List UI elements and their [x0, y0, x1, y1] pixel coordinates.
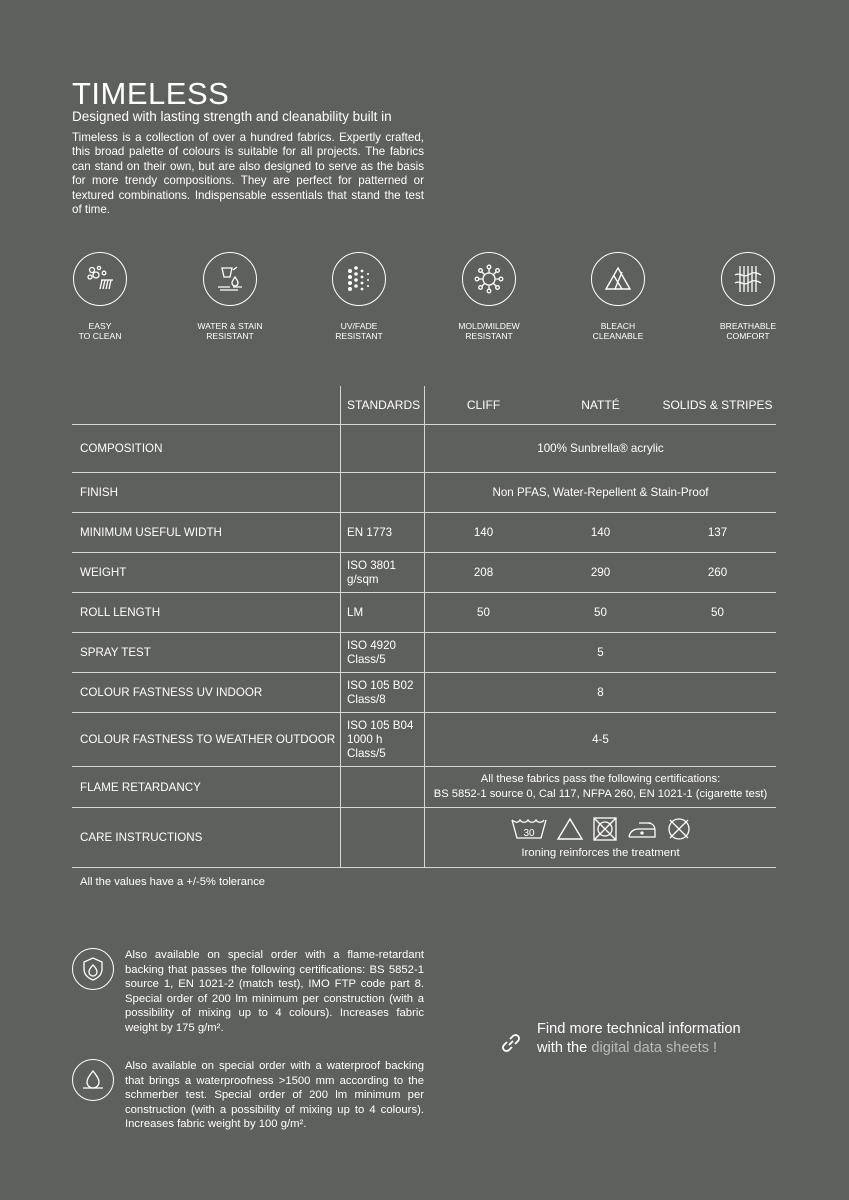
- header-solids-stripes: SOLIDS & STRIPES: [662, 398, 773, 412]
- feature-breathable: [696, 252, 800, 342]
- features-row: [48, 252, 798, 352]
- table-row-care: [72, 808, 776, 868]
- row-label: COMPOSITION: [80, 442, 163, 455]
- row-standard: ISO 105 B02 Class/8: [347, 678, 414, 706]
- row-standard: ISO 3801 g/sqm: [347, 558, 396, 586]
- link-line-1: Find more technical information: [537, 1021, 741, 1037]
- row-value: [425, 767, 776, 807]
- feature-label: BLEACH CLEANABLE: [592, 321, 644, 342]
- header-natte: NATTÉ: [581, 398, 620, 412]
- page-title: TIMELESS: [72, 76, 230, 111]
- row-label: MINIMUM USEFUL WIDTH: [80, 526, 222, 539]
- flame-cert-line-2: BS 5852-1 source 0, Cal 117, NFPA 260, EN 1021-1 (cigarette test): [433, 788, 768, 800]
- feature-uv-fade: [307, 252, 411, 342]
- row-label: FINISH: [80, 486, 119, 499]
- digital-data-sheets-link[interactable]: digital data sheets !: [591, 1040, 718, 1056]
- feature-label: MOLD/MILDEW RESISTANT: [458, 321, 520, 342]
- link-prefix: with the: [537, 1040, 592, 1056]
- care-note: Ironing reinforces the treatment: [521, 846, 680, 859]
- waterproof-drop-icon: [72, 1059, 114, 1101]
- table-row-finish: [72, 473, 776, 513]
- feature-easy-to-clean: [48, 252, 152, 342]
- value-natte: 140: [590, 526, 611, 539]
- table-row-flame: [72, 767, 776, 808]
- uv-fade-resistant-icon: [332, 252, 386, 306]
- flame-shield-icon: [72, 948, 114, 990]
- value-natte: 290: [590, 566, 611, 579]
- link-icon: [498, 1030, 524, 1056]
- no-tumble-dry-icon: [592, 817, 618, 841]
- value-solids-stripes: 137: [707, 526, 728, 539]
- value-cliff: 50: [477, 606, 490, 619]
- row-value: 100% Sunbrella® acrylic: [537, 442, 664, 455]
- wash-temperature-label: 30: [522, 827, 535, 839]
- page-subtitle: Designed with lasting strength and cleanability built in: [72, 109, 392, 124]
- no-dry-clean-icon: [666, 817, 692, 841]
- feature-label: UV/FADE RESISTANT: [335, 321, 383, 342]
- mold-mildew-resistant-icon: [462, 252, 516, 306]
- row-value: 8: [597, 686, 604, 699]
- feature-label: WATER & STAIN RESISTANT: [197, 321, 263, 342]
- value-solids-stripes: 50: [711, 606, 724, 619]
- row-standard: EN 1773: [347, 525, 393, 539]
- table-row-width: [72, 513, 776, 553]
- row-label: FLAME RETARDANCY: [80, 780, 201, 794]
- row-standard: LM: [347, 605, 364, 619]
- feature-water-stain: [178, 252, 282, 342]
- intro-paragraph: Timeless is a collection of over a hundred fabrics. Expertly crafted, this broad palette of colours is suitable for all projects. The fabrics can stand on their own, but are also designed to serve as the basis for more trendy compositions. They are perfect for patterned or textured combinations. Indispensable essentials that stand the test of time.: [72, 131, 424, 217]
- table-row-roll-length: [72, 593, 776, 633]
- feature-bleach: [566, 252, 670, 342]
- table-row-uv-indoor: [72, 673, 776, 713]
- wash-30-icon: [510, 817, 548, 841]
- easy-to-clean-icon: [73, 252, 127, 306]
- flame-option-text: Also available on special order with a flame-retardant backing that passes the following certifications: BS 5852-1 source 1, EN 1021-2 (match test), IMO FTP code part 8. Special order of 200 lm minimum per construction (with a possibility of mixing up to 4 colours). Increases fabric weight by 175 g/m².: [125, 949, 424, 1034]
- value-natte: 50: [594, 606, 607, 619]
- row-value: Non PFAS, Water-Repellent & Stain-Proof: [492, 486, 709, 499]
- table-row-weight: [72, 553, 776, 593]
- bleach-cleanable-icon: [591, 252, 645, 306]
- value-cliff: 140: [473, 526, 494, 539]
- row-label: ROLL LENGTH: [80, 606, 161, 619]
- table-row-weather-outdoor: [72, 713, 776, 767]
- feature-label: EASY TO CLEAN: [78, 321, 122, 342]
- header-standards: STANDARDS: [347, 398, 421, 412]
- table-row-spray-test: [72, 633, 776, 673]
- row-label: CARE INSTRUCTIONS: [80, 831, 203, 844]
- breathable-comfort-icon: [721, 252, 775, 306]
- row-standard: ISO 105 B04 1000 h Class/5: [347, 718, 414, 760]
- table-header-row: [72, 386, 776, 425]
- value-cliff: 208: [473, 566, 494, 579]
- header-cliff: CLIFF: [466, 398, 501, 412]
- link-line-2: [537, 1039, 797, 1058]
- row-standard: ISO 4920 Class/5: [347, 638, 396, 666]
- care-symbols: [425, 808, 776, 867]
- value-solids-stripes: 260: [707, 566, 728, 579]
- bleach-triangle-icon: [556, 817, 584, 841]
- tolerance-note: All the values have a +/-5% tolerance: [80, 876, 266, 888]
- feature-label: BREATHABLE COMFORT: [719, 321, 777, 342]
- row-value: 4-5: [592, 733, 609, 746]
- row-label: COLOUR FASTNESS TO WEATHER OUTDOOR: [80, 733, 336, 746]
- row-label: SPRAY TEST: [80, 646, 151, 659]
- waterproof-option-text: Also available on special order with a waterproof backing that brings a waterproofness >1500 mm according to the schmerber test. Special order of 200 lm minimum per construction (with a possibility of mixing up to 4 colours). Increases fabric weight by 100 g/m².: [125, 1060, 424, 1130]
- water-stain-resistant-icon: [203, 252, 257, 306]
- iron-icon: [626, 817, 658, 841]
- row-label: COLOUR FASTNESS UV INDOOR: [80, 686, 263, 699]
- row-label: WEIGHT: [80, 566, 127, 579]
- row-value: 5: [597, 646, 604, 659]
- feature-mold-mildew: [437, 252, 541, 342]
- flame-cert-line-1: All these fabrics pass the following certifications:: [480, 773, 721, 785]
- table-row-composition: [72, 425, 776, 473]
